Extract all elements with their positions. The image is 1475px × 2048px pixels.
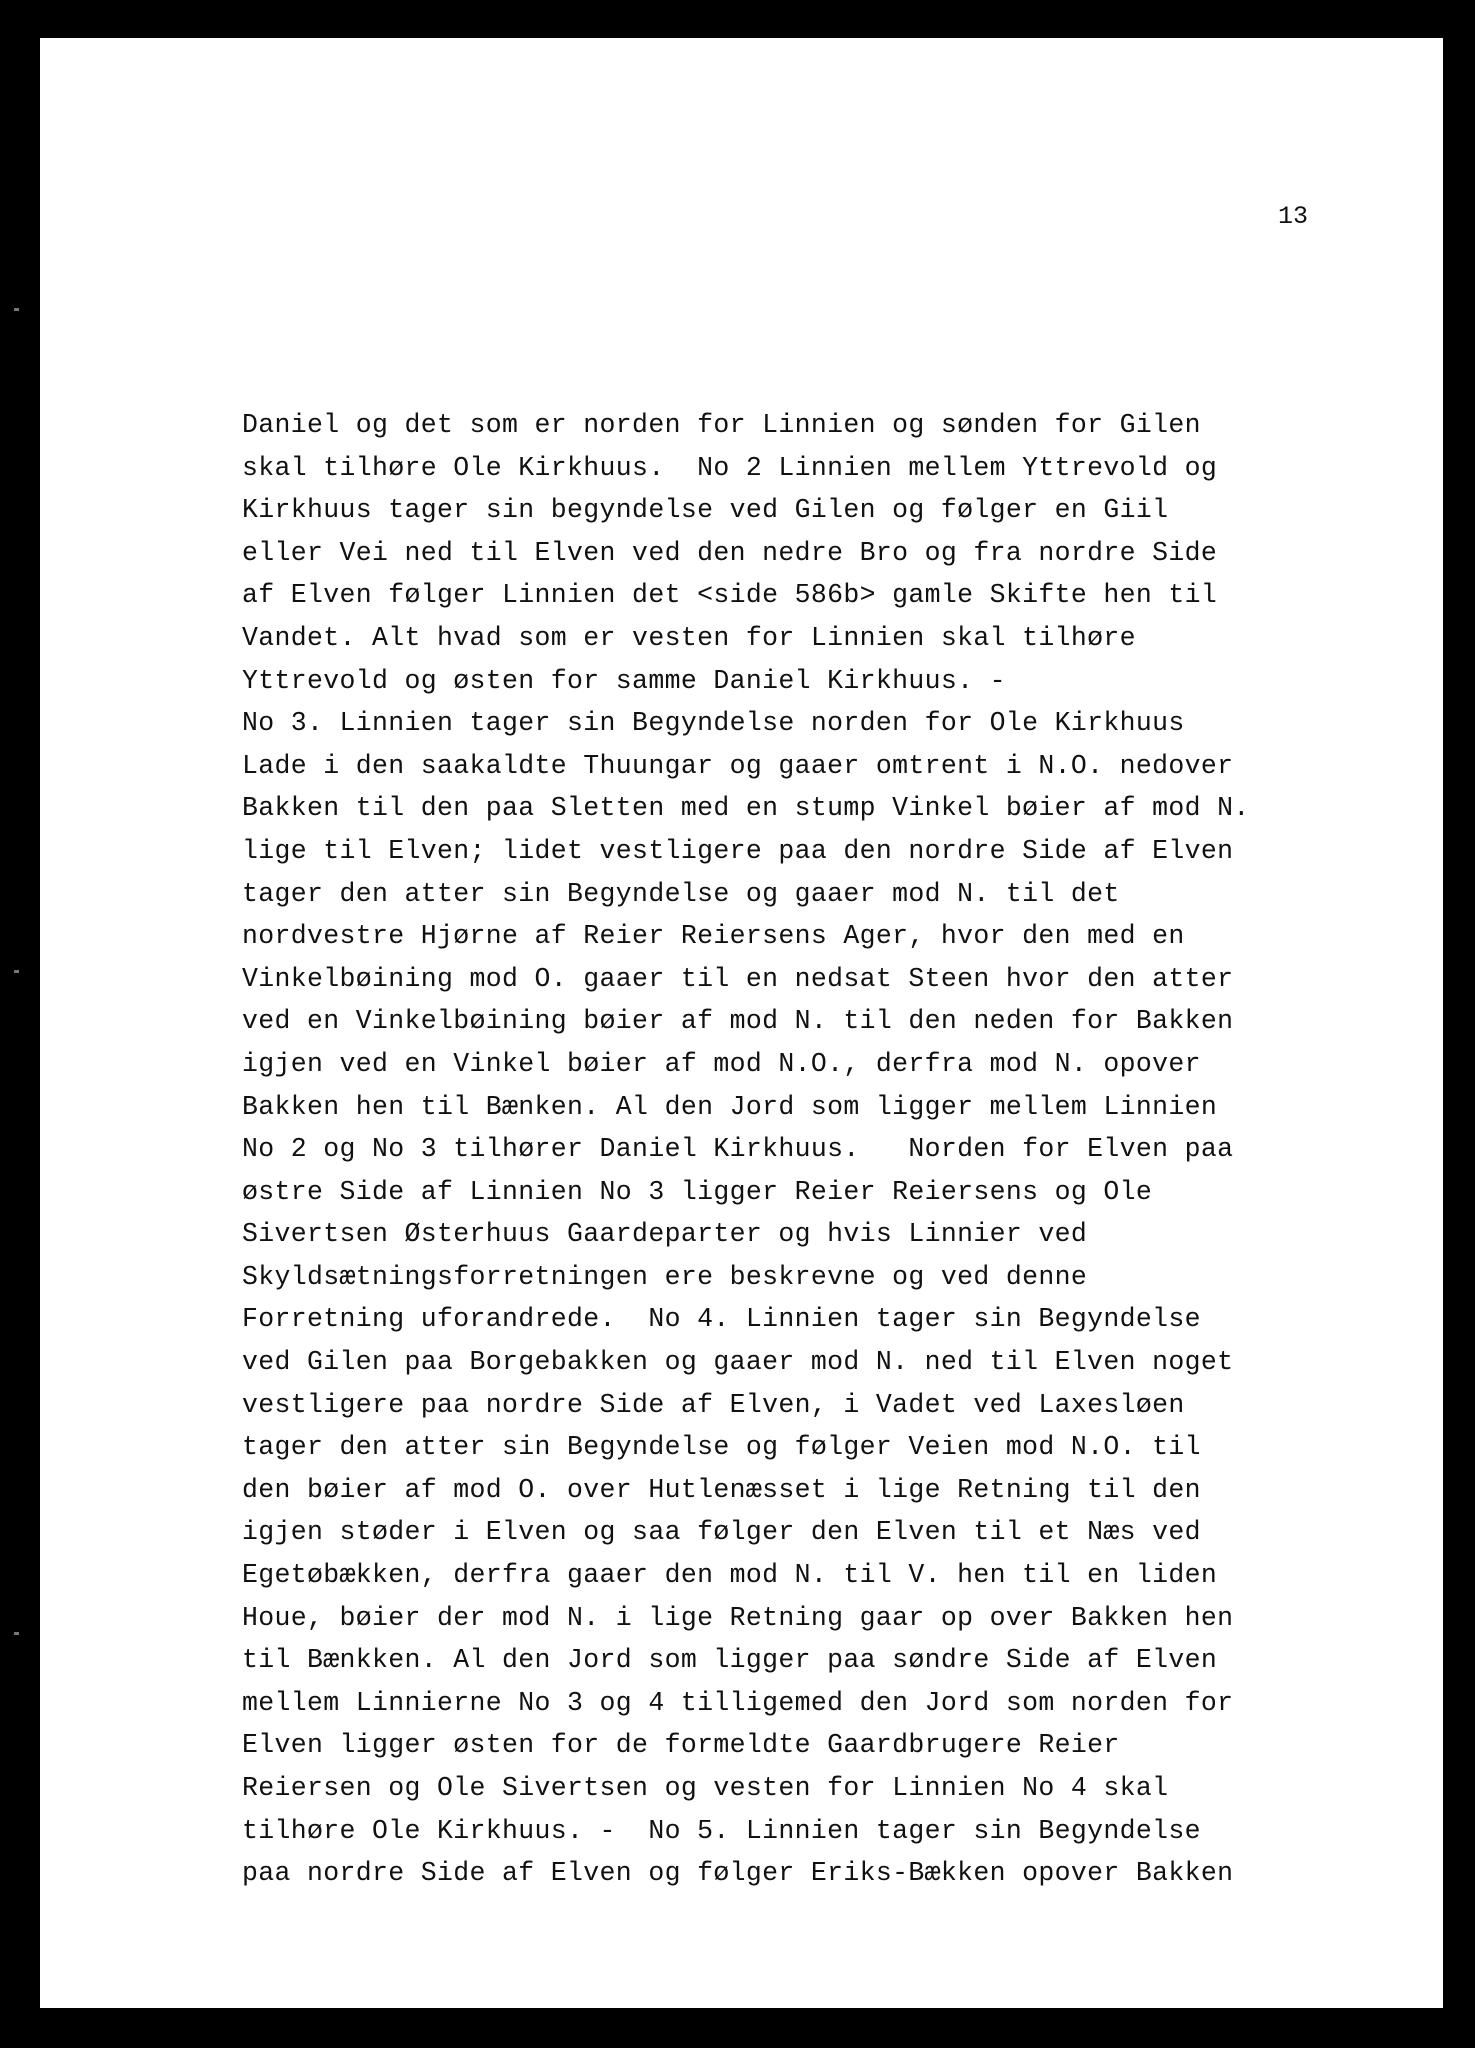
scan-edge-mark [14, 970, 19, 973]
text-line: Forretning uforandrede. No 4. Linnien tager sin Begyndelse [242, 1304, 1201, 1335]
text-line: Egetøbækken, derfra gaaer den mod N. til V. hen til en liden [242, 1560, 1218, 1591]
text-line: vestligere paa nordre Side af Elven, i Vadet ved Laxesløen [242, 1389, 1185, 1420]
text-line: ved Gilen paa Borgebakken og gaaer mod N. ned til Elven noget [242, 1347, 1234, 1378]
text-line: Daniel og det som er norden for Linnien og sønden for Gilen [242, 410, 1201, 440]
text-line: den bøier af mod O. over Hutlenæsset i lige Retning til den [242, 1474, 1201, 1505]
text-line: tager den atter sin Begyndelse og følger Veien mod N.O. til [242, 1432, 1201, 1463]
text-line: No 2 og No 3 tilhører Daniel Kirkhuus. Norden for Elven paa [242, 1134, 1234, 1165]
text-line: Vinkelbøining mod O. gaaer til en nedsat Steen hvor den atter [242, 963, 1234, 994]
text-line: eller Vei ned til Elven ved den nedre Bro og fra nordre Side [242, 537, 1218, 568]
text-line: paa nordre Side af Elven og følger Eriks-Bækken opover Bakken [242, 1858, 1234, 1889]
text-line: Bakken hen til Bænken. Al den Jord som ligger mellem Linnien [242, 1091, 1218, 1122]
text-line: igjen støder i Elven og saa følger den Elven til et Næs ved [242, 1517, 1201, 1548]
text-line: skal tilhøre Ole Kirkhuus. No 2 Linnien mellem Yttrevold og [242, 452, 1218, 483]
text-line: Vandet. Alt hvad som er vesten for Linnien skal tilhøre [242, 622, 1136, 653]
text-line: Lade i den saakaldte Thuungar og gaaer omtrent i N.O. nedover [242, 750, 1234, 781]
text-line: lige til Elven; lidet vestligere paa den nordre Side af Elven [242, 835, 1234, 866]
scan-edge-mark [14, 308, 19, 311]
text-line: af Elven følger Linnien det <side 586b> gamle Skifte hen til [242, 580, 1218, 611]
text-line: tager den atter sin Begyndelse og gaaer mod N. til det [242, 878, 1120, 909]
text-line: Yttrevold og østen for samme Daniel Kirkhuus. - [242, 665, 1006, 696]
text-line: Bakken til den paa Sletten med en stump Vinkel bøier af mod N. [242, 793, 1250, 824]
text-line: Sivertsen Østerhuus Gaardeparter og hvis Linnier ved [242, 1219, 1088, 1250]
text-line: ved en Vinkelbøining bøier af mod N. til den neden for Bakken [242, 1006, 1234, 1037]
body-text [242, 404, 1250, 1895]
scan-edge-mark [14, 1632, 19, 1635]
text-line: Houe, bøier der mod N. i lige Retning gaar op over Bakken hen [242, 1602, 1234, 1633]
text-line: til Bænkken. Al den Jord som ligger paa søndre Side af Elven [242, 1645, 1218, 1676]
text-line: Kirkhuus tager sin begyndelse ved Gilen og følger en Giil [242, 495, 1169, 526]
document-page [40, 38, 1443, 2008]
text-line: nordvestre Hjørne af Reier Reiersens Ager, hvor den med en [242, 921, 1185, 952]
text-line: tilhøre Ole Kirkhuus. - No 5. Linnien tager sin Begyndelse [242, 1815, 1201, 1846]
text-line: østre Side af Linnien No 3 ligger Reier Reiersens og Ole [242, 1176, 1153, 1207]
text-line: Skyldsætningsforretningen ere beskrevne og ved denne [242, 1261, 1088, 1292]
text-line: igjen ved en Vinkel bøier af mod N.O., derfra mod N. opover [242, 1048, 1201, 1079]
text-line: No 3. Linnien tager sin Begyndelse norden for Ole Kirkhuus [242, 708, 1185, 739]
page-number: 13 [1278, 202, 1309, 231]
text-line: Elven ligger østen for de formeldte Gaardbrugere Reier [242, 1730, 1120, 1761]
text-line: mellem Linnierne No 3 og 4 tilligemed den Jord som norden for [242, 1687, 1234, 1718]
text-line: Reiersen og Ole Sivertsen og vesten for Linnien No 4 skal [242, 1773, 1169, 1803]
